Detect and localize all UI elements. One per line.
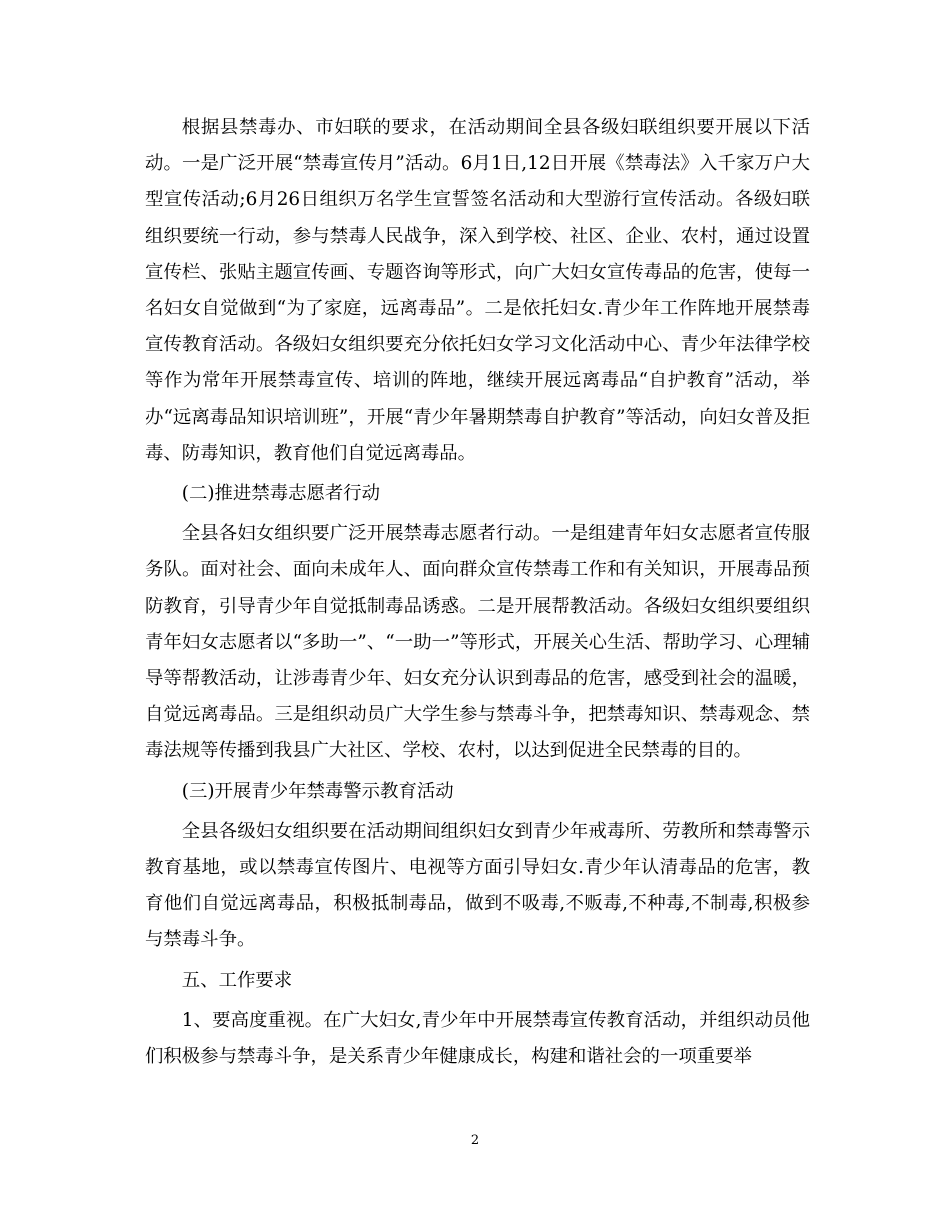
paragraph-activities: 根据县禁毒办、市妇联的要求，在活动期间全县各级妇联组织要开展以下活动。一是广泛开展“禁毒宣传月”活动。6月1日,12日开展《禁毒法》入千家万户大型宣传活动;6月26日组织万名学生宣誓签名活动和大型游行宣传活动。各级妇联组织要统一行动，参与禁毒人民战争，深入到学校、社区、企业、农村，通过设置宣传栏、张贴主题宣传画、专题咨询等形式，向广大妇女宣传毒品的危害，使每一名妇女自觉做到“为了家庭，远离毒品”。二是依托妇女.青少年工作阵地开展禁毒宣传教育活动。各级妇女组织要充分依托妇女学习文化活动中心、青少年法律学校等作为常年开展禁毒宣传、培训的阵地，继续开展远离毒品“自护教育”活动，举办“远离毒品知识培训班”，开展“青少年暑期禁毒自护教育”等活动，向妇女普及拒毒、防毒知识，教育他们自觉远离毒品。 [145, 117, 810, 464]
paragraph-volunteers: 全县各妇女组织要广泛开展禁毒志愿者行动。一是组建青年妇女志愿者宣传服务队。面对社会、面向未成年人、面向群众宣传禁毒工作和有关知识，开展毒品预防教育，引导青少年自觉抵制毒品诱惑。二是开展帮教活动。各级妇女组织要组织青年妇女志愿者以“多助一”、“一助一”等形式，开展关心生活、帮助学习、心理辅导等帮教活动，让涉毒青少年、妇女充分认识到毒品的危害，感受到社会的温暖，自觉远离毒品。三是组织动员广大学生参与禁毒斗争，把禁毒知识、禁毒观念、禁毒法规等传播到我县广大社区、学校、农村，以达到促进全民禁毒的目的。 [145, 523, 810, 762]
section-heading-work-requirements: 五、工作要求 [181, 969, 293, 991]
page-number: 2 [470, 1133, 480, 1148]
section-heading-youth-education: (三)开展青少年禁毒警示教育活动 [181, 780, 454, 802]
document-body [145, 110, 810, 1079]
paragraph-requirement-1: 1、要高度重视。在广大妇女,青少年中开展禁毒宣传教育活动，并组织动员他们积极参与禁毒斗争，是关系青少年健康成长，构建和谐社会的一项重要举 [145, 1009, 810, 1068]
section-heading-volunteers: (二)推进禁毒志愿者行动 [181, 483, 381, 505]
paragraph-youth-education: 全县各级妇女组织要在活动期间组织妇女到青少年戒毒所、劳教所和禁毒警示教育基地，或以禁毒宣传图片、电视等方面引导妇女.青少年认清毒品的危害，教育他们自觉远离毒品，积极抵制毒品，做到不吸毒,不贩毒,不种毒,不制毒,积极参与禁毒斗争。 [145, 820, 810, 951]
